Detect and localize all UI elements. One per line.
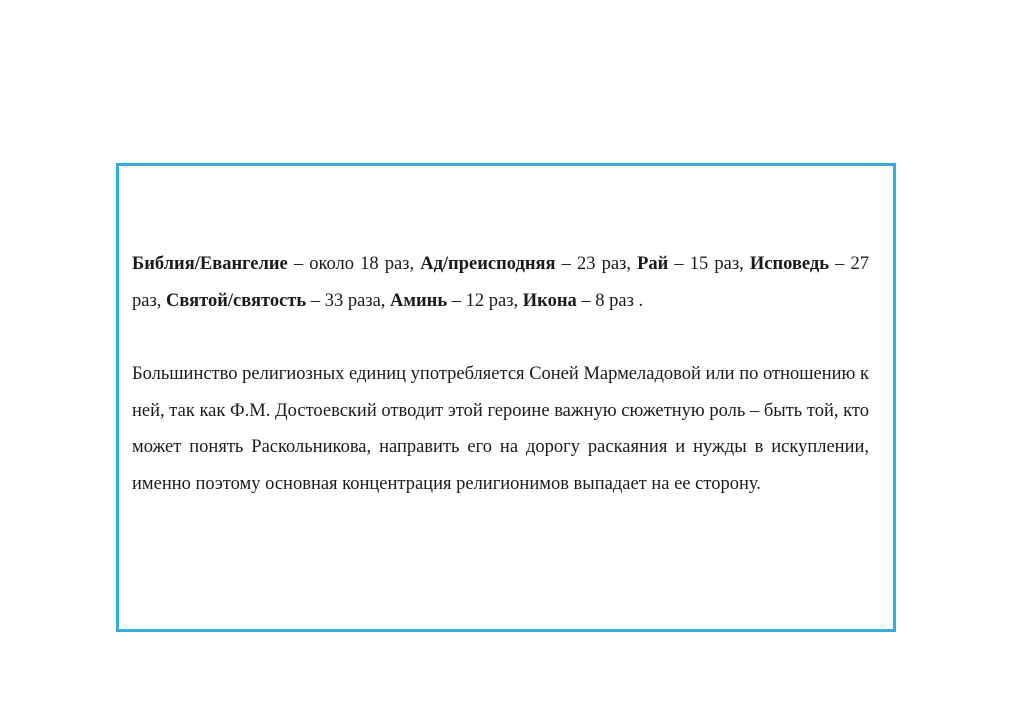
count-paradise: – 15 раз, <box>668 254 750 274</box>
count-amen: – 12 раз, <box>447 290 523 311</box>
term-bible: Библия/Евангелие <box>132 254 288 274</box>
count-icon: – 8 раз . <box>576 290 644 311</box>
term-hell: Ад/преисподняя <box>420 254 556 274</box>
count-confession: – 27 раз, <box>132 254 870 311</box>
term-holy: Святой/святость <box>166 290 307 311</box>
count-holy: – 33 раза, <box>306 290 391 311</box>
term-confession: Исповедь <box>749 254 830 274</box>
analysis-paragraph: Большинство религиозных единиц употребляется Соней Мармеладовой или по отношению к ней, так как Ф.М. Достоевский отводит этой героине важную сюжетную роль – быть той, кто может понять Раскольникова, направить его на дорогу раскаяния и нужды в искуплении, именно поэтому основная концентрация религионимов выпадает на ее сторону. <box>132 364 869 494</box>
term-icon: Икона <box>522 290 577 311</box>
word-frequency-paragraph <box>132 246 869 319</box>
term-paradise: Рай <box>637 254 669 274</box>
term-amen: Аминь <box>390 290 448 311</box>
count-bible: – около 18 раз, <box>287 254 421 274</box>
text-content <box>132 246 869 502</box>
count-hell: – 23 раз, <box>555 254 638 274</box>
